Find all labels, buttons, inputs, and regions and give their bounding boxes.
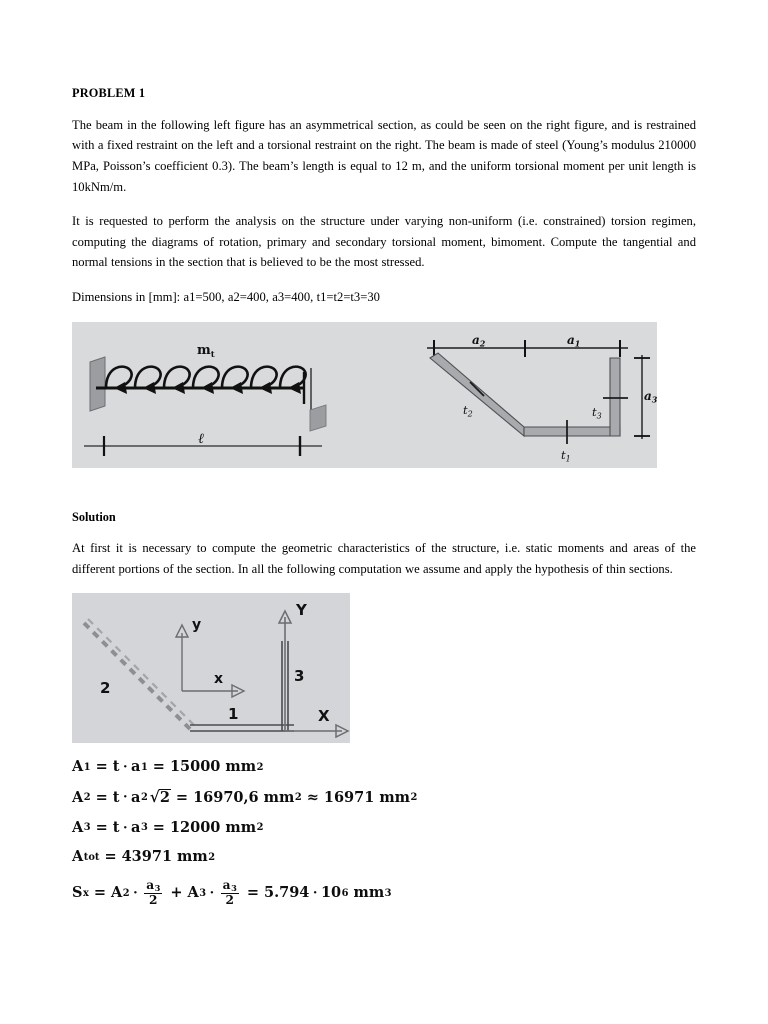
eq1-lhs: A <box>72 758 84 776</box>
eq1-equals-2: = <box>152 758 165 776</box>
eq3-lhs: A <box>72 818 84 836</box>
eq5-plus: + <box>170 883 183 901</box>
eq5-dot-3: · <box>312 885 318 901</box>
eq5-lhs: S <box>72 883 83 901</box>
eq2-value-2: 16971 <box>323 788 375 806</box>
eq2-lhs-sub: 2 <box>83 792 91 804</box>
eq2-equals-1: = <box>95 788 108 806</box>
label-axis-x: x <box>214 671 224 688</box>
label-t2: $t_2$ <box>463 402 473 418</box>
eq2-t: t <box>112 788 120 806</box>
eq4-lhs-sub: tot <box>83 852 100 864</box>
eq3-a: a <box>131 818 141 836</box>
member-1-line <box>190 725 294 731</box>
eq1-a-sub: 1 <box>140 762 148 774</box>
eq5-term-1-sub: 2 <box>122 887 130 899</box>
page-title: PROBLEM 1 <box>72 86 146 100</box>
label-a2: $a_2$ <box>472 332 486 348</box>
eq5-lhs-sub: x <box>82 887 89 899</box>
label-a3: $a_3$ <box>644 388 657 404</box>
label-member-1: 1 <box>228 705 239 724</box>
eq5-value: 5.794 <box>263 883 310 901</box>
eq2-unit: mm <box>263 788 295 806</box>
eq5-dot-2: · <box>209 885 215 901</box>
equation-area-3 <box>72 820 696 837</box>
eq3-unit-sup: 2 <box>256 822 264 834</box>
eq4-unit-sup: 2 <box>208 852 216 864</box>
eq5-fraction-1 <box>144 879 162 907</box>
torsional-moment-arrows <box>106 366 306 387</box>
eq3-value: 12000 <box>169 818 221 836</box>
label-t1: $t_1$ <box>561 447 571 463</box>
paragraph-solution-intro: At first it is necessary to compute the geometric characteristics of the structure, i.e. static moments and areas of the different portions of the section. In all the following computation we assume and apply the hypothesis of thin sections. <box>72 541 696 576</box>
eq4-lhs: A <box>72 848 84 866</box>
figure-beam-svg <box>72 322 657 468</box>
label-t3: $t_3$ <box>592 404 602 420</box>
equation-static-moment-sx <box>72 879 696 907</box>
eq1-unit: mm <box>225 758 257 776</box>
eq2-dot: · <box>122 790 128 806</box>
label-member-2: 2 <box>100 679 111 698</box>
eq1-equals-1: = <box>95 758 108 776</box>
eq2-a-sub: 2 <box>140 792 148 804</box>
eq3-a-sub: 3 <box>140 822 148 834</box>
eq5-exponent: 6 <box>341 887 349 899</box>
eq3-dot: · <box>122 820 128 836</box>
label-member-3: 3 <box>294 667 305 686</box>
eq2-lhs: A <box>72 788 84 806</box>
eq5-frac-2-numerator: a3 <box>222 877 237 893</box>
eq2-value: 16970,6 <box>193 788 259 806</box>
eq2-equals-2: = <box>175 788 189 806</box>
eq3-lhs-sub: 3 <box>83 822 91 834</box>
solution-heading: Solution <box>72 509 116 524</box>
eq2-unit-2: mm <box>379 788 410 806</box>
eq1-lhs-sub: 1 <box>83 762 91 774</box>
figure-axes-svg <box>72 593 350 743</box>
eq2-radicand: 2 <box>159 789 170 807</box>
figure-beam-and-section <box>72 322 696 468</box>
eq2-a: a <box>131 788 141 806</box>
eq5-term-2-sub: 3 <box>199 887 207 899</box>
eq4-value: 43971 <box>121 848 173 866</box>
eq5-frac-2-denominator: 2 <box>221 893 239 907</box>
section-top-dimension <box>427 333 628 357</box>
paragraph-analysis-request: It is requested to perform the analysis on the structure under varying non-uniform (i.e. constrained) torsion regimen, computing the diagrams of rotation, primary and secondary torsional moment, bimoment. Compute the tangential and normal tensions in the section that is believed to be the most stressed. <box>72 214 696 270</box>
eq1-value: 15000 <box>169 758 221 776</box>
equation-area-2 <box>72 789 696 807</box>
eq1-unit-sup: 2 <box>256 762 264 774</box>
eq3-equals-1: = <box>95 818 108 836</box>
equation-list <box>72 759 696 907</box>
eq3-t: t <box>112 818 120 836</box>
figure-axes-panel <box>72 593 350 743</box>
label-a1: $a_1$ <box>567 332 581 348</box>
equation-area-1 <box>72 759 696 776</box>
label-mt: $m_t$ <box>197 342 215 360</box>
label-axis-y: y <box>192 617 202 634</box>
eq1-dot: · <box>122 760 128 776</box>
eq5-frac-1-denominator: 2 <box>144 893 162 907</box>
eq5-term-1: A <box>111 883 123 901</box>
eq3-equals-2: = <box>152 818 165 836</box>
eq1-a: a <box>131 758 141 776</box>
eq5-fraction-2 <box>221 879 239 907</box>
eq2-sqrt <box>148 789 171 807</box>
paragraph-problem-statement: The beam in the following left figure has an asymmetrical section, as could be seen on the right figure, and is restrained with a fixed restraint on the left and a torsional restraint on the right. The beam is made of steel (Young’s modulus 210000 MPa, Poisson’s coefficient 0.3). The beam’s length is equal to 12 m, and the uniform torsional moment per unit length is 10kNm/m. <box>72 117 696 194</box>
eq5-frac-1-numerator: a3 <box>146 877 161 893</box>
eq2-approx: ≈ <box>306 788 319 806</box>
dimension-length <box>84 431 322 456</box>
eq4-equals: = <box>104 848 117 866</box>
eq5-equals-2: = <box>246 883 259 901</box>
label-length: ℓ <box>198 430 204 447</box>
eq5-unit: mm <box>353 883 385 901</box>
equation-area-total <box>72 849 696 866</box>
figure-axes-schematic <box>72 593 696 743</box>
eq5-base: 10 <box>320 883 342 901</box>
eq5-dot-1: · <box>133 885 138 901</box>
global-axes-arrowheads <box>279 611 348 737</box>
eq2-unit-2-sup: 2 <box>410 792 418 804</box>
section-thickness-marks <box>463 382 628 464</box>
label-axis-X: X <box>318 707 330 726</box>
section-profile <box>430 353 620 436</box>
eq5-equals-1: = <box>93 883 107 901</box>
section-right-dimension <box>634 355 657 439</box>
document-content <box>72 86 696 921</box>
label-axis-Y: Y <box>296 601 307 620</box>
eq4-unit: mm <box>177 848 208 866</box>
local-axes <box>182 633 238 691</box>
eq3-unit: mm <box>225 818 257 836</box>
eq2-radical-sign: √ <box>149 788 160 807</box>
figure-beam-panel <box>72 322 657 468</box>
eq5-term-2: A <box>187 883 199 901</box>
eq2-unit-sup: 2 <box>294 792 302 804</box>
local-axes-arrowheads <box>176 625 244 697</box>
eq5-unit-sup: 3 <box>384 887 392 899</box>
paragraph-dimensions: Dimensions in [mm]: a1=500, a2=400, a3=400, t1=t2=t3=30 <box>72 289 380 304</box>
torsional-restraint-right <box>304 368 326 431</box>
eq1-t: t <box>112 758 120 776</box>
fixed-restraint-left <box>90 357 105 411</box>
